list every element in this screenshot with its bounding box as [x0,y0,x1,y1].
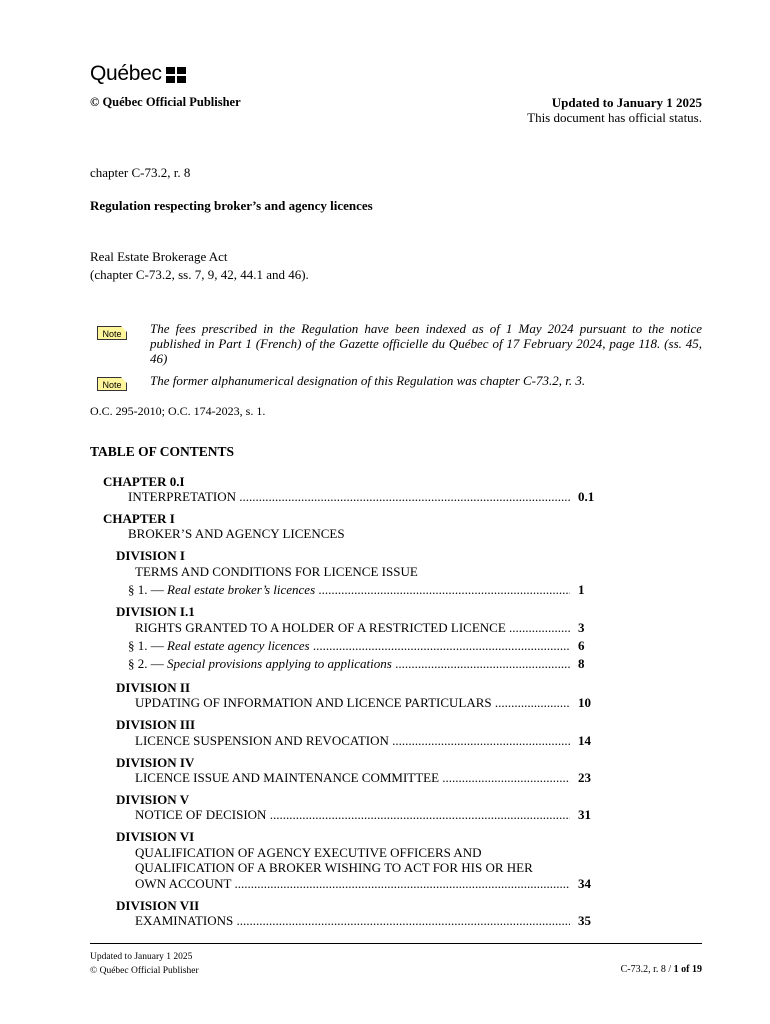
toc-entry-label [135,770,570,785]
toc-subsection-prefix: § 1. — [128,582,167,597]
note-icon[interactable] [97,326,127,340]
toc-title: QUALIFICATION OF A BROKER WISHING TO ACT FOR HIS OR HER [135,860,533,875]
toc-entry-label [116,792,189,807]
page-number: 1 of 19 [673,964,702,975]
order-in-council: O.C. 295-2010; O.C. 174-2023, s. 1. [90,404,266,418]
note-icon[interactable] [97,377,127,391]
toc-title: CHAPTER I [103,511,175,526]
note-text: The former alphanumerical designation of this Regulation was chapter C-73.2, r. 3. [150,373,586,388]
enabling-act: Real Estate Brokerage Act [90,249,228,264]
toc-entry-label [135,876,570,891]
toc-title: UPDATING OF INFORMATION AND LICENCE PARTICULARS [135,695,492,710]
toc-section-number: 23 [578,770,591,785]
updated-date: Updated to January 1 2025 [551,95,702,110]
toc-section-number: 34 [578,876,591,891]
fleur-de-lis-flag-icon [166,67,186,83]
toc-title: LICENCE SUSPENSION AND REVOCATION [135,733,389,748]
toc-entry-label [116,548,185,563]
toc-title: DIVISION VI [116,829,195,844]
update-status-block [527,95,702,125]
toc-title: TERMS AND CONDITIONS FOR LICENCE ISSUE [135,564,418,579]
toc-title: LICENCE ISSUE AND MAINTENANCE COMMITTEE [135,770,440,785]
enabling-act-sections: (chapter C-73.2, ss. 7, 9, 42, 44.1 and 46). [90,267,309,282]
toc-entry-label [116,755,194,770]
publisher-header: © Québec Official Publisher [90,95,241,109]
toc-entry-label [116,604,195,619]
toc-entry-label [128,582,570,597]
toc-title: DIVISION I.1 [116,604,195,619]
toc-title: BROKER’S AND AGENCY LICENCES [128,526,345,541]
quebec-logo [90,62,186,86]
toc-entry-label [116,829,194,844]
toc-section-number: 6 [578,638,585,653]
toc-subsection-title: Real estate broker’s licences [167,582,316,597]
toc-section-number: 3 [578,620,585,635]
footer-divider [90,943,702,944]
toc-entry-label [128,526,345,541]
footer-updated: Updated to January 1 2025 [90,952,193,962]
document-title: Regulation respecting broker’s and agency licences [90,198,373,213]
toc-title: QUALIFICATION OF AGENCY EXECUTIVE OFFICERS AND [135,845,482,860]
toc-entry-label [135,620,570,635]
toc-entry-label [135,845,482,860]
toc-entry-label [116,717,195,732]
toc-subsection-title: Real estate agency licences [167,638,310,653]
toc-section-number: 31 [578,807,591,822]
footer-left [90,950,199,978]
toc-entry-label [128,638,570,653]
toc-section-number: 8 [578,656,585,671]
note-badge-label: Note [102,380,122,390]
toc-entry-label [103,474,185,489]
toc-subsection-prefix: § 1. — [128,638,167,653]
toc-heading: TABLE OF CONTENTS [90,444,235,459]
toc-title: DIVISION V [116,792,190,807]
note-badge-label: Note [102,329,122,339]
toc-subsection-title: Special provisions applying to applications [167,656,392,671]
toc-title: OWN ACCOUNT [135,876,232,891]
toc-title: RIGHTS GRANTED TO A HOLDER OF A RESTRICTED LICENCE [135,620,506,635]
toc-entry-label [135,913,570,928]
toc-title: DIVISION I [116,548,185,563]
toc-entry-label [128,656,570,671]
toc-subsection-prefix: § 2. — [128,656,167,671]
toc-entry-label [135,733,570,748]
toc-section-number: 14 [578,733,591,748]
footer-page-ref [621,964,702,975]
note-text: The fees prescribed in the Regulation have been indexed as of 1 May 2024 pursuant to the notice published in Part 1 (French) of the Gazette officielle du Québec of 17 February 2024, page 118. (ss. 45, 46) [150,321,702,366]
toc-title: DIVISION VII [116,898,200,913]
toc-title: DIVISION III [116,717,196,732]
toc-entry-label [103,511,175,526]
toc-section-number: 0.1 [578,489,595,504]
toc-section-number: 10 [578,695,591,710]
toc-section-number: 35 [578,913,591,928]
toc-title: CHAPTER 0.I [103,474,185,489]
logo-wordmark: Québec [90,62,162,85]
footer-doc-ref: C-73.2, r. 8 / [620,964,674,975]
toc-title: EXAMINATIONS [135,913,234,928]
toc-title: INTERPRETATION [128,489,237,504]
official-status: This document has official status. [527,110,702,125]
toc-section-number: 1 [578,582,585,597]
toc-entry-label [135,564,418,579]
toc-entry-label [128,489,570,504]
toc-entry-label [116,898,199,913]
toc-title: NOTICE OF DECISION [135,807,267,822]
chapter-reference: chapter C-73.2, r. 8 [90,165,191,180]
toc-entry-label [116,680,190,695]
toc-title: DIVISION II [116,680,191,695]
toc-title: DIVISION IV [116,755,195,770]
toc-entry-label [135,695,570,710]
toc-entry-label [135,807,570,822]
footer-publisher: © Québec Official Publisher [90,966,199,976]
toc-entry-label [135,860,533,875]
